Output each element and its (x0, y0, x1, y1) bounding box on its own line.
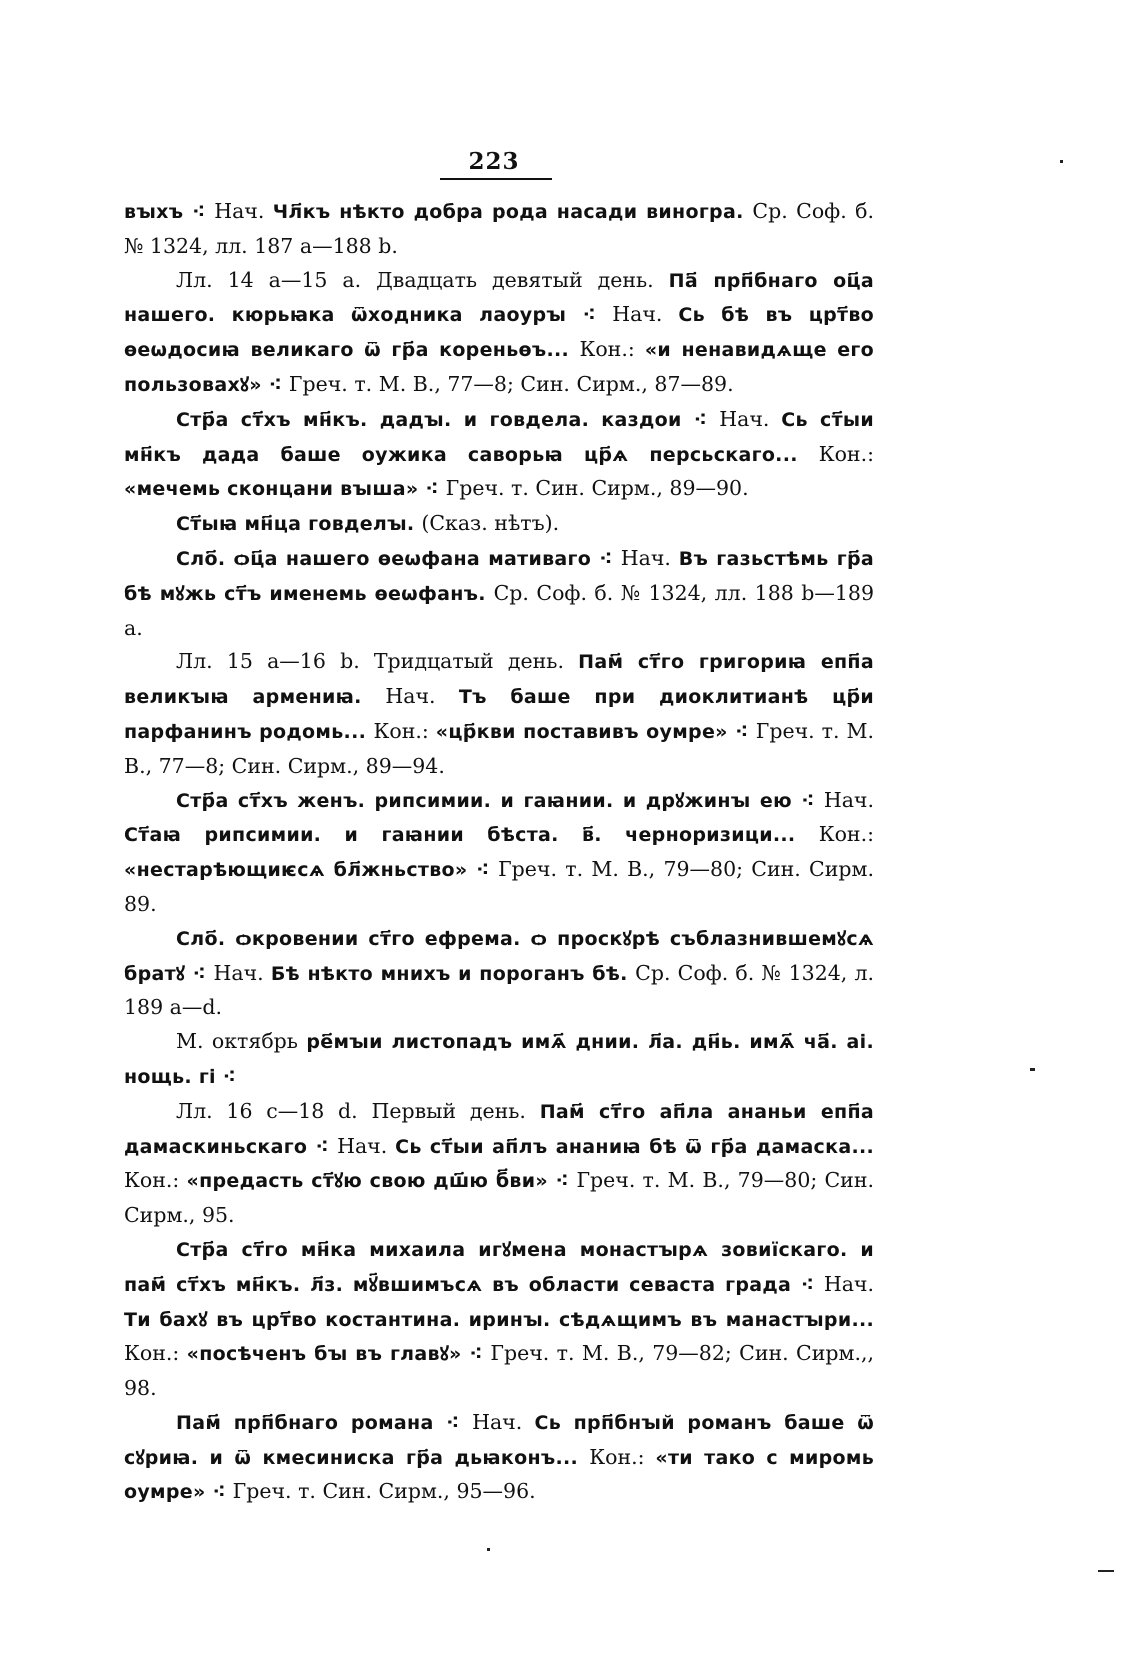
russian-text: Лл. 16 c—18 d. Первый день. (176, 1098, 540, 1123)
church-slavonic-text: Стр҃а ст҃хъ женъ. рипсимии. и гаꙗнии. и дрꙋжинꙑ ею ⁖ (176, 789, 824, 812)
page-number-rule (440, 178, 552, 180)
church-slavonic-text: Па҃ прп҃бнаго оц҃а нашего. кюрьꙗка ѿходника лаоурꙑ ⁖ (124, 269, 874, 327)
church-slavonic-text: Въ газьстѣмь гр҃а бѣ мꙋжь ст҃ъ именемь ѳеѡфанъ. (124, 547, 874, 605)
paragraph (124, 264, 874, 403)
church-slavonic-text: Стр҃а ст҃го мн҃ка михаила игꙋмена монастꙑрѧ зовиїскаго. и пам҃ ст҃хъ мн҃къ. л҃з. мꙋ҃вшимъсѧ въ области севаста града ⁖ (124, 1238, 874, 1296)
paragraph (124, 1025, 874, 1095)
church-slavonic-text: Тъ баше при диоклитианѣ цр҃и парфанинъ родомь... (124, 686, 875, 743)
church-slavonic-text: Сь ст҃ыи ап҃лъ ананиꙗ бѣ ѿ гр҃а дамаска... (395, 1135, 874, 1158)
russian-text: Кон.: (373, 718, 436, 743)
text-body (124, 195, 874, 1510)
paragraph (124, 645, 874, 783)
russian-text: Нач. (337, 1133, 396, 1158)
church-slavonic-text: «мечемь сконцани вꙑша» ⁖ (124, 478, 446, 501)
paragraph (124, 1095, 874, 1233)
russian-text: М. октябрь (176, 1029, 307, 1054)
russian-text: Ср. Соф. б. № 1324, лл. 187 a—188 b. (124, 199, 874, 258)
church-slavonic-text: Сло҃. ѻц҃а нашего ѳеѡфана мативаго ⁖ (176, 547, 621, 570)
church-slavonic-text: Чл҃къ нѣкто добра рода насади виногра. (272, 201, 753, 223)
russian-text: Нач. (612, 302, 679, 327)
russian-text: Нач. (620, 545, 679, 570)
russian-text: Ср. Соф. б. № 1324, лл. 188 b—189 a. (124, 580, 874, 640)
church-slavonic-text: вꙑхъ ⁖ (124, 201, 215, 223)
russian-text: Кон.: (818, 822, 874, 847)
scan-speck (1060, 160, 1063, 163)
church-slavonic-text: Ст҃аꙗ рипсимии. и гаꙗнии бѣста. в҃. черноризици... (124, 824, 819, 847)
church-slavonic-text: Пам҃ ст҃го ап҃ла ананьи епп҃а дамаскиньскаго ⁖ (124, 1100, 874, 1158)
russian-text: Греч. т. М. В., 77—8; Син. Сирм., 87—89. (288, 371, 734, 396)
russian-text: Нач. (213, 960, 271, 985)
paragraph (124, 784, 874, 922)
church-slavonic-text: Сь прп҃бнꙑй романъ баше ѿ сꙋриꙗ. и ѿ кмесиниска гр҃а дьꙗконъ... (124, 1411, 875, 1469)
paragraph (124, 1406, 874, 1510)
church-slavonic-text: «посѣченъ бꙑ въ главꙋ» ⁖ (186, 1343, 491, 1366)
church-slavonic-text: Пам҃ ст҃го григориꙗ епп҃а великꙑꙗ армениꙗ. (124, 651, 874, 709)
russian-text: (Сказ. нѣтъ). (421, 511, 560, 536)
russian-text: Греч. т. М. В., 79—80; Син. Сирм., 95. (124, 1168, 875, 1228)
church-slavonic-text: «нестарѣющиѥсѧ бл҃жньство» ⁖ (124, 859, 499, 882)
scan-speck (487, 1548, 490, 1551)
paragraph (124, 922, 874, 1025)
church-slavonic-text: Сло҃. ѻкровении ст҃го ефрема. ѻ проскꙋрѣ съблазнившемꙋсѧ братꙋ ⁖ (124, 927, 874, 985)
russian-text: Кон.: (589, 1444, 656, 1469)
church-slavonic-text: «цр҃кви поставивъ оумре» ⁖ (435, 720, 756, 743)
russian-text: Кон.: (818, 441, 874, 466)
russian-text: Кон.: (579, 337, 645, 362)
scan-speck (1030, 1068, 1035, 1071)
russian-text: Нач. (214, 199, 273, 223)
paragraph (124, 507, 874, 542)
church-slavonic-text: Ти бахꙋ въ црт҃во костантина. иринꙑ. сѣдѧщимъ въ манастꙑри... (124, 1308, 874, 1331)
russian-text: Греч. т. М. В., 79—80; Син. Сирм. 89. (124, 857, 874, 916)
page-number: 223 (468, 148, 520, 175)
russian-text: Лл. 14 a—15 a. Двадцать девятый день. (176, 267, 669, 292)
church-slavonic-text: «предасть ст҃ꙋю свою дш҃ю б҃ви» ⁖ (186, 1170, 577, 1193)
russian-text: Лл. 15 a—16 b. Тридцатый день. (176, 649, 579, 674)
russian-text: Греч. т. М. В., 79—82; Син. Сирм.,, 98. (124, 1341, 874, 1401)
russian-text: Греч. т. М. В., 77—8; Син. Сирм., 89—94. (124, 718, 875, 778)
church-slavonic-text: Бѣ нѣкто мнихъ и пороганъ бѣ. (270, 962, 636, 985)
russian-text: Нач. (823, 787, 874, 812)
church-slavonic-text: «и ненавидѧще его пользовахꙋ» ⁖ (124, 339, 875, 396)
paragraph (124, 1233, 874, 1406)
church-slavonic-text: Сь ст҃ыи мн҃къ дада баше оужика саворьꙗ цр҃ѧ персьскаго... (124, 408, 874, 466)
church-slavonic-text: ре҃мꙑи листопадъ имѧ҃ днии. л҃а. дн҃ь. имѧ҃ ча҃. аі. нощь. гі ⁖ (124, 1031, 875, 1088)
scan-speck (1098, 1570, 1114, 1572)
church-slavonic-text: Сь бѣ въ црт҃во ѳеѡдосиꙗ великаго ѿ гр҃а кореньѳъ... (124, 304, 875, 362)
church-slavonic-text: Пам҃ прп҃бнаго романа ⁖ (176, 1411, 473, 1434)
russian-text: Греч. т. Син. Сирм., 95—96. (232, 1479, 536, 1504)
russian-text: Ср. Соф. б. № 1324, л. 189 a—d. (124, 960, 874, 1020)
paragraph (124, 403, 874, 507)
russian-text: Кон.: (124, 1341, 187, 1366)
church-slavonic-text: Ст҃ыꙗ мн҃ца говделꙑ. (176, 513, 422, 536)
russian-text: Нач. (719, 406, 782, 431)
russian-text: Нач. (472, 1409, 535, 1434)
russian-text: Нач. (823, 1271, 874, 1296)
russian-text: Нач. (385, 684, 459, 709)
paragraph (124, 542, 874, 645)
russian-text: Кон.: (124, 1168, 187, 1193)
paragraph (124, 195, 874, 264)
russian-text: Греч. т. Син. Сирм., 89—90. (445, 476, 749, 501)
church-slavonic-text: Стр҃а ст҃хъ мн҃къ. дадꙑ. и говдела. каздои ⁖ (176, 408, 720, 431)
church-slavonic-text: «ти тако с миромь оумре» ⁖ (124, 1446, 875, 1504)
